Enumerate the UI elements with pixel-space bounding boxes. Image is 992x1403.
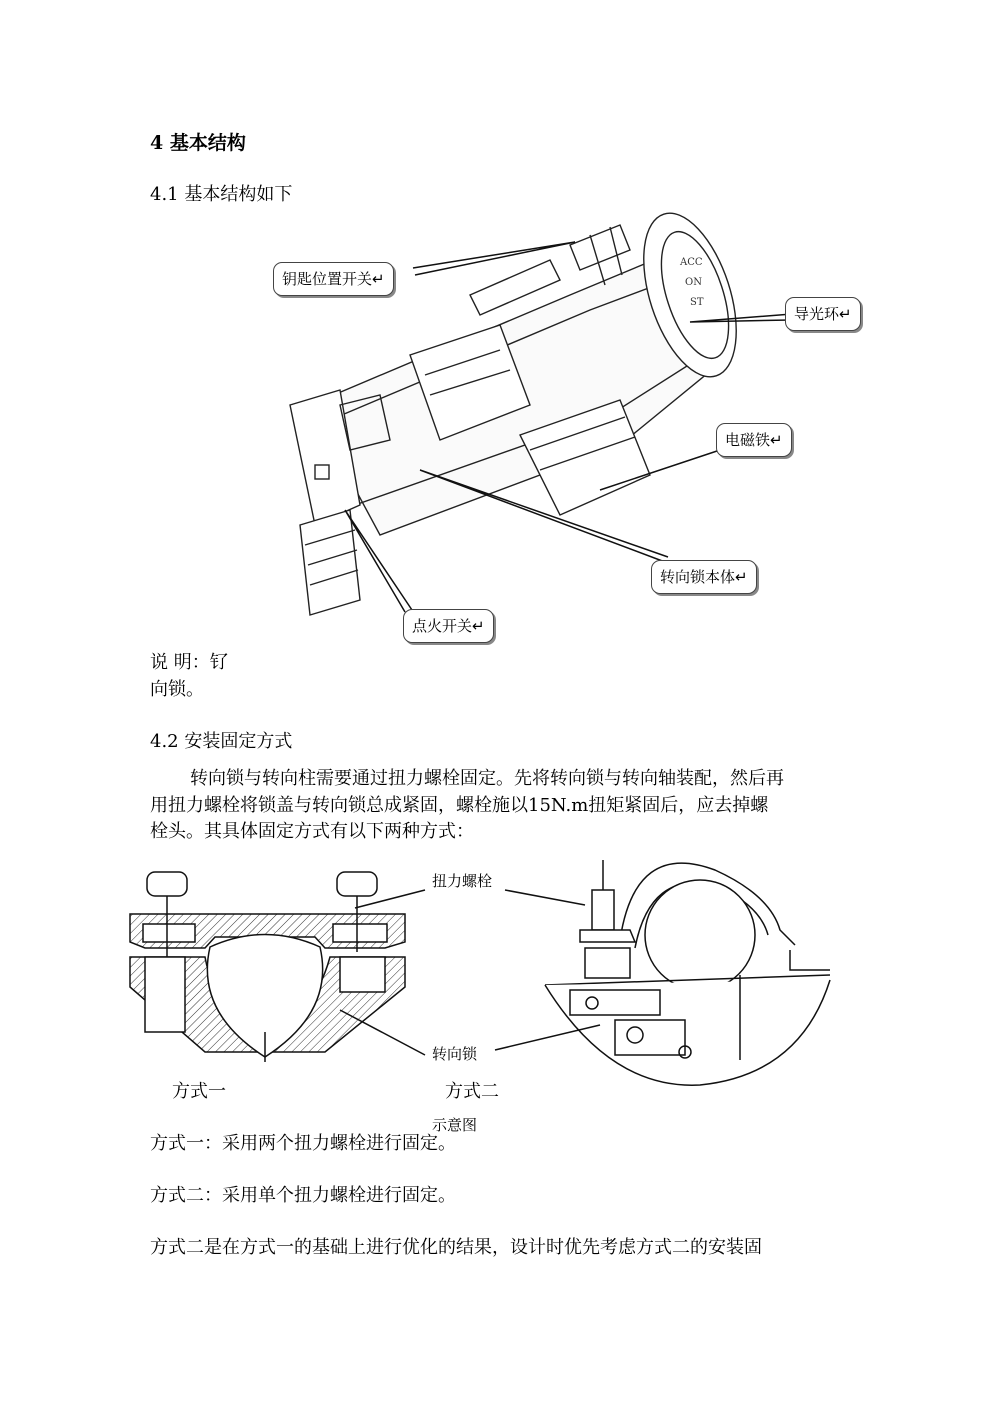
- callout-steering-lock-body: 转向锁本体↵: [651, 560, 757, 594]
- svg-text:ACC: ACC: [680, 257, 703, 268]
- install-paragraph-line-3: 栓头。其具体固定方式有以下两种方式：: [150, 821, 474, 842]
- svg-text:ON: ON: [685, 277, 702, 288]
- subsection-heading-4-2: 4.2 安装固定方式: [150, 731, 293, 752]
- install-paragraph-line-2: 用扭力螺栓将锁盖与转向锁总成紧固，螺栓施以15N.m扭矩紧固后，应去掉螺: [150, 795, 769, 816]
- callout-light-guide-ring: 导光环↵: [785, 297, 861, 331]
- svg-text:ST: ST: [690, 297, 704, 308]
- callout-ignition-switch: 点火开关↵: [403, 609, 494, 643]
- subsection-heading-4-1: 4.1 基本结构如下: [150, 184, 293, 205]
- method-2-text: 方式二：采用单个扭力螺栓进行固定。: [150, 1185, 456, 1206]
- label-steering-lock: 转向锁: [432, 1045, 478, 1063]
- callout-key-position-switch: 钥匙位置开关↵: [273, 262, 394, 296]
- method-comparison-text: 方式二是在方式一的基础上进行优化的结果，设计时优先考虑方式二的安装固: [150, 1237, 762, 1258]
- method-1-text: 方式一：采用两个扭力螺栓进行固定。: [150, 1133, 456, 1154]
- label-method-1: 方式一: [172, 1081, 226, 1102]
- note-line-2: 向锁。: [150, 679, 204, 700]
- label-method-2: 方式二: [445, 1081, 499, 1102]
- figure-2-caption: 示意图: [432, 1116, 478, 1134]
- callout-solenoid: 电磁铁↵: [716, 423, 792, 457]
- label-torque-bolt: 扭力螺栓: [432, 872, 493, 890]
- section-heading: 4 基本结构: [150, 132, 246, 154]
- note-line-1: 说 明：钌: [150, 652, 228, 673]
- install-paragraph-line-1: 转向锁与转向柱需要通过扭力螺栓固定。先将转向锁与转向轴装配，然后再: [190, 768, 784, 789]
